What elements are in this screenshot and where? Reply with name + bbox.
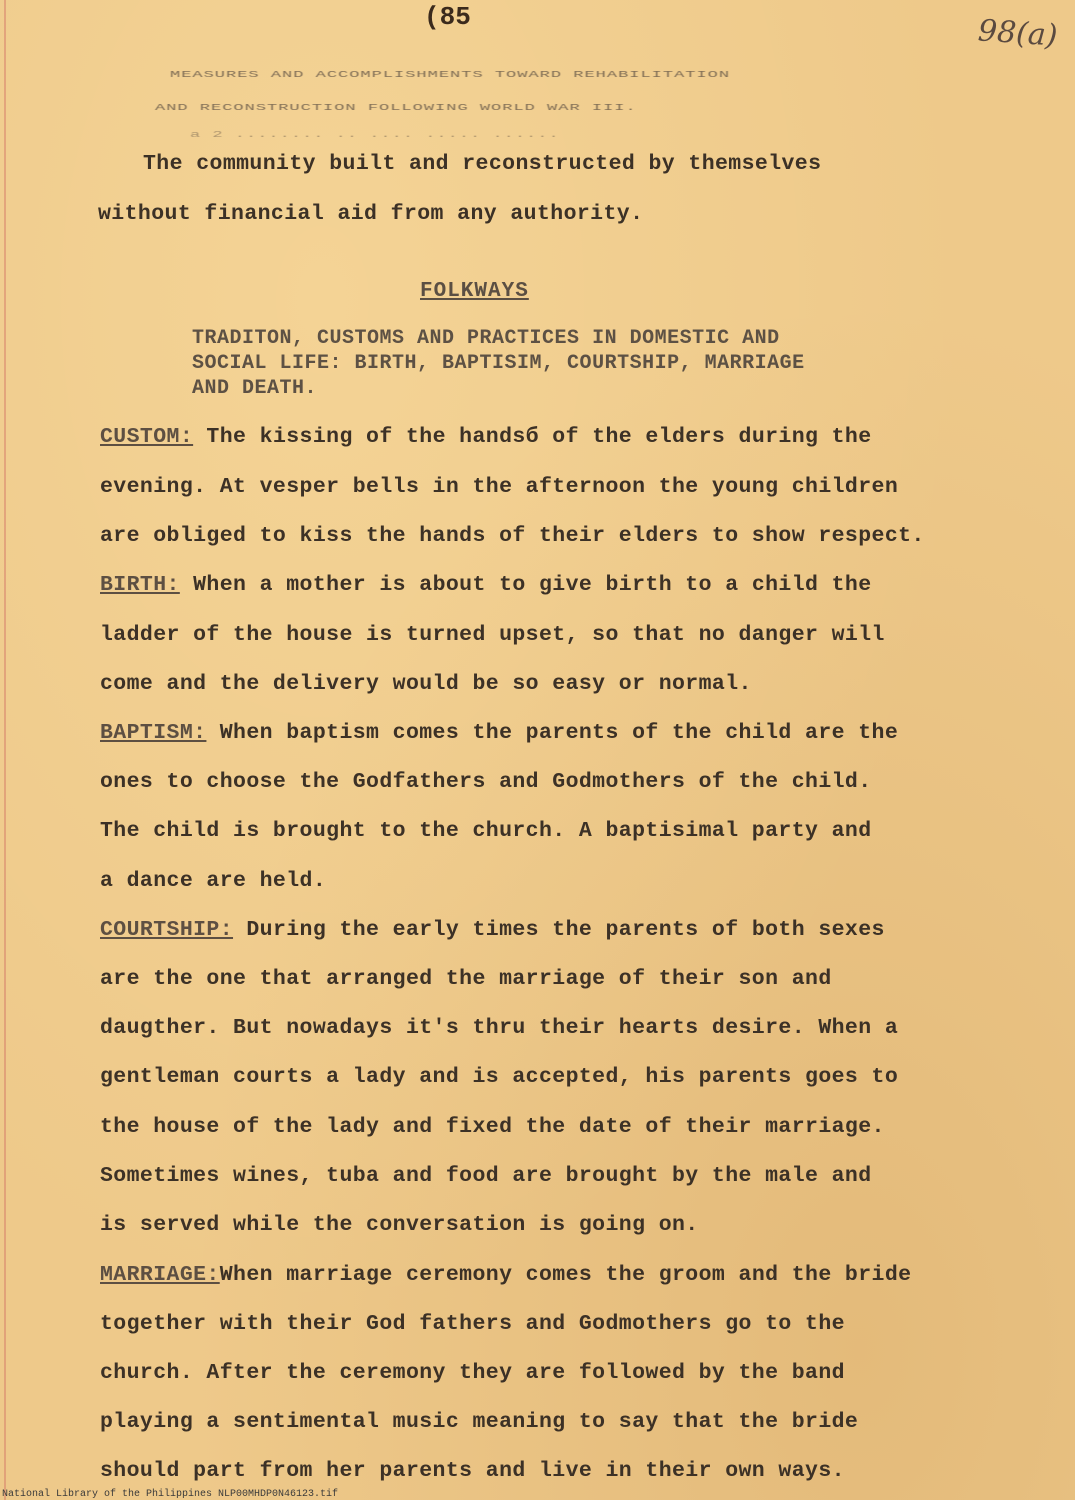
custom-label: CUSTOM: xyxy=(100,425,194,449)
custom-line-3: are obliged to kiss the hands of their elders to show respect. xyxy=(100,524,925,548)
struck-header-line-3: a 2 ........ .. .... ..... ...... xyxy=(190,130,560,141)
baptism-line-4: a dance are held. xyxy=(100,869,327,893)
margin-rule xyxy=(4,0,6,1500)
archive-footer: National Library of the Philippines NLP00MHDP0N46123.tif xyxy=(2,1489,339,1500)
marriage-label: MARRIAGE: xyxy=(100,1263,220,1287)
handwritten-page-note: 98(a) xyxy=(976,13,1059,54)
marriage-line-3: church. After the ceremony they are followed by the band xyxy=(100,1361,845,1385)
birth-text: When a mother is about to give birth to a child the xyxy=(179,573,872,597)
struck-header-line-2: AND RECONSTRUCTION FOLLOWING WORLD WAR III. xyxy=(155,103,637,114)
struck-header-line-1: MEASURES AND ACCOMPLISHMENTS TOWARD REHABILITATION xyxy=(170,70,731,81)
marriage-line-4: playing a sentimental music meaning to say that the bride xyxy=(100,1410,859,1434)
courtship-line-1 xyxy=(100,918,885,942)
baptism-label: BAPTISM: xyxy=(100,721,207,745)
page-number: (85 xyxy=(424,2,471,32)
baptism-line-3: The child is brought to the church. A baptisimal party and xyxy=(100,819,872,843)
courtship-label: COURTSHIP: xyxy=(100,918,234,942)
baptism-line-2: ones to choose the Godfathers and Godmothers of the child. xyxy=(100,770,872,794)
courtship-line-6: Sometimes wines, tuba and food are brought by the male and xyxy=(100,1164,872,1188)
marriage-text: When marriage ceremony comes the groom and the bride xyxy=(219,1263,912,1287)
custom-text: The kissing of the handsб of the elders during the xyxy=(193,425,872,449)
baptism-line-1 xyxy=(100,721,898,745)
intro-line-1: The community built and reconstructed by themselves xyxy=(143,152,822,176)
birth-label: BIRTH: xyxy=(100,573,180,597)
courtship-line-2: are the one that arranged the marriage of their son and xyxy=(100,967,832,991)
marriage-line-1 xyxy=(100,1263,911,1287)
subheading-line-1: TRADITON, CUSTOMS AND PRACTICES IN DOMESTIC AND xyxy=(192,327,780,350)
section-heading: FOLKWAYS xyxy=(420,280,529,303)
marriage-line-5: should part from her parents and live in their own ways. xyxy=(100,1459,845,1483)
custom-line-1 xyxy=(100,425,872,449)
subheading-line-3: AND DEATH. xyxy=(192,377,318,400)
courtship-line-4: gentleman courts a lady and is accepted, his parents goes to xyxy=(100,1065,899,1089)
courtship-text: During the early times the parents of both sexes xyxy=(233,918,885,942)
courtship-line-7: is served while the conversation is going on. xyxy=(100,1213,699,1237)
marriage-line-2: together with their God fathers and Godmothers go to the xyxy=(100,1312,845,1336)
birth-line-3: come and the delivery would be so easy or normal. xyxy=(100,672,752,696)
subheading-line-2: SOCIAL LIFE: BIRTH, BAPTISIM, COURTSHIP, MARRIAGE xyxy=(192,352,805,375)
birth-line-1 xyxy=(100,573,872,597)
birth-line-2: ladder of the house is turned upset, so that no danger will xyxy=(100,623,885,647)
baptism-text: When baptism comes the parents of the child are the xyxy=(206,721,899,745)
courtship-line-5: the house of the lady and fixed the date of their marriage. xyxy=(100,1115,885,1139)
intro-line-2: without financial aid from any authority. xyxy=(98,202,644,226)
custom-line-2: evening. At vesper bells in the afternoon the young children xyxy=(100,475,899,499)
courtship-line-3: daugther. But nowadays it's thru their hearts desire. When a xyxy=(100,1016,899,1040)
